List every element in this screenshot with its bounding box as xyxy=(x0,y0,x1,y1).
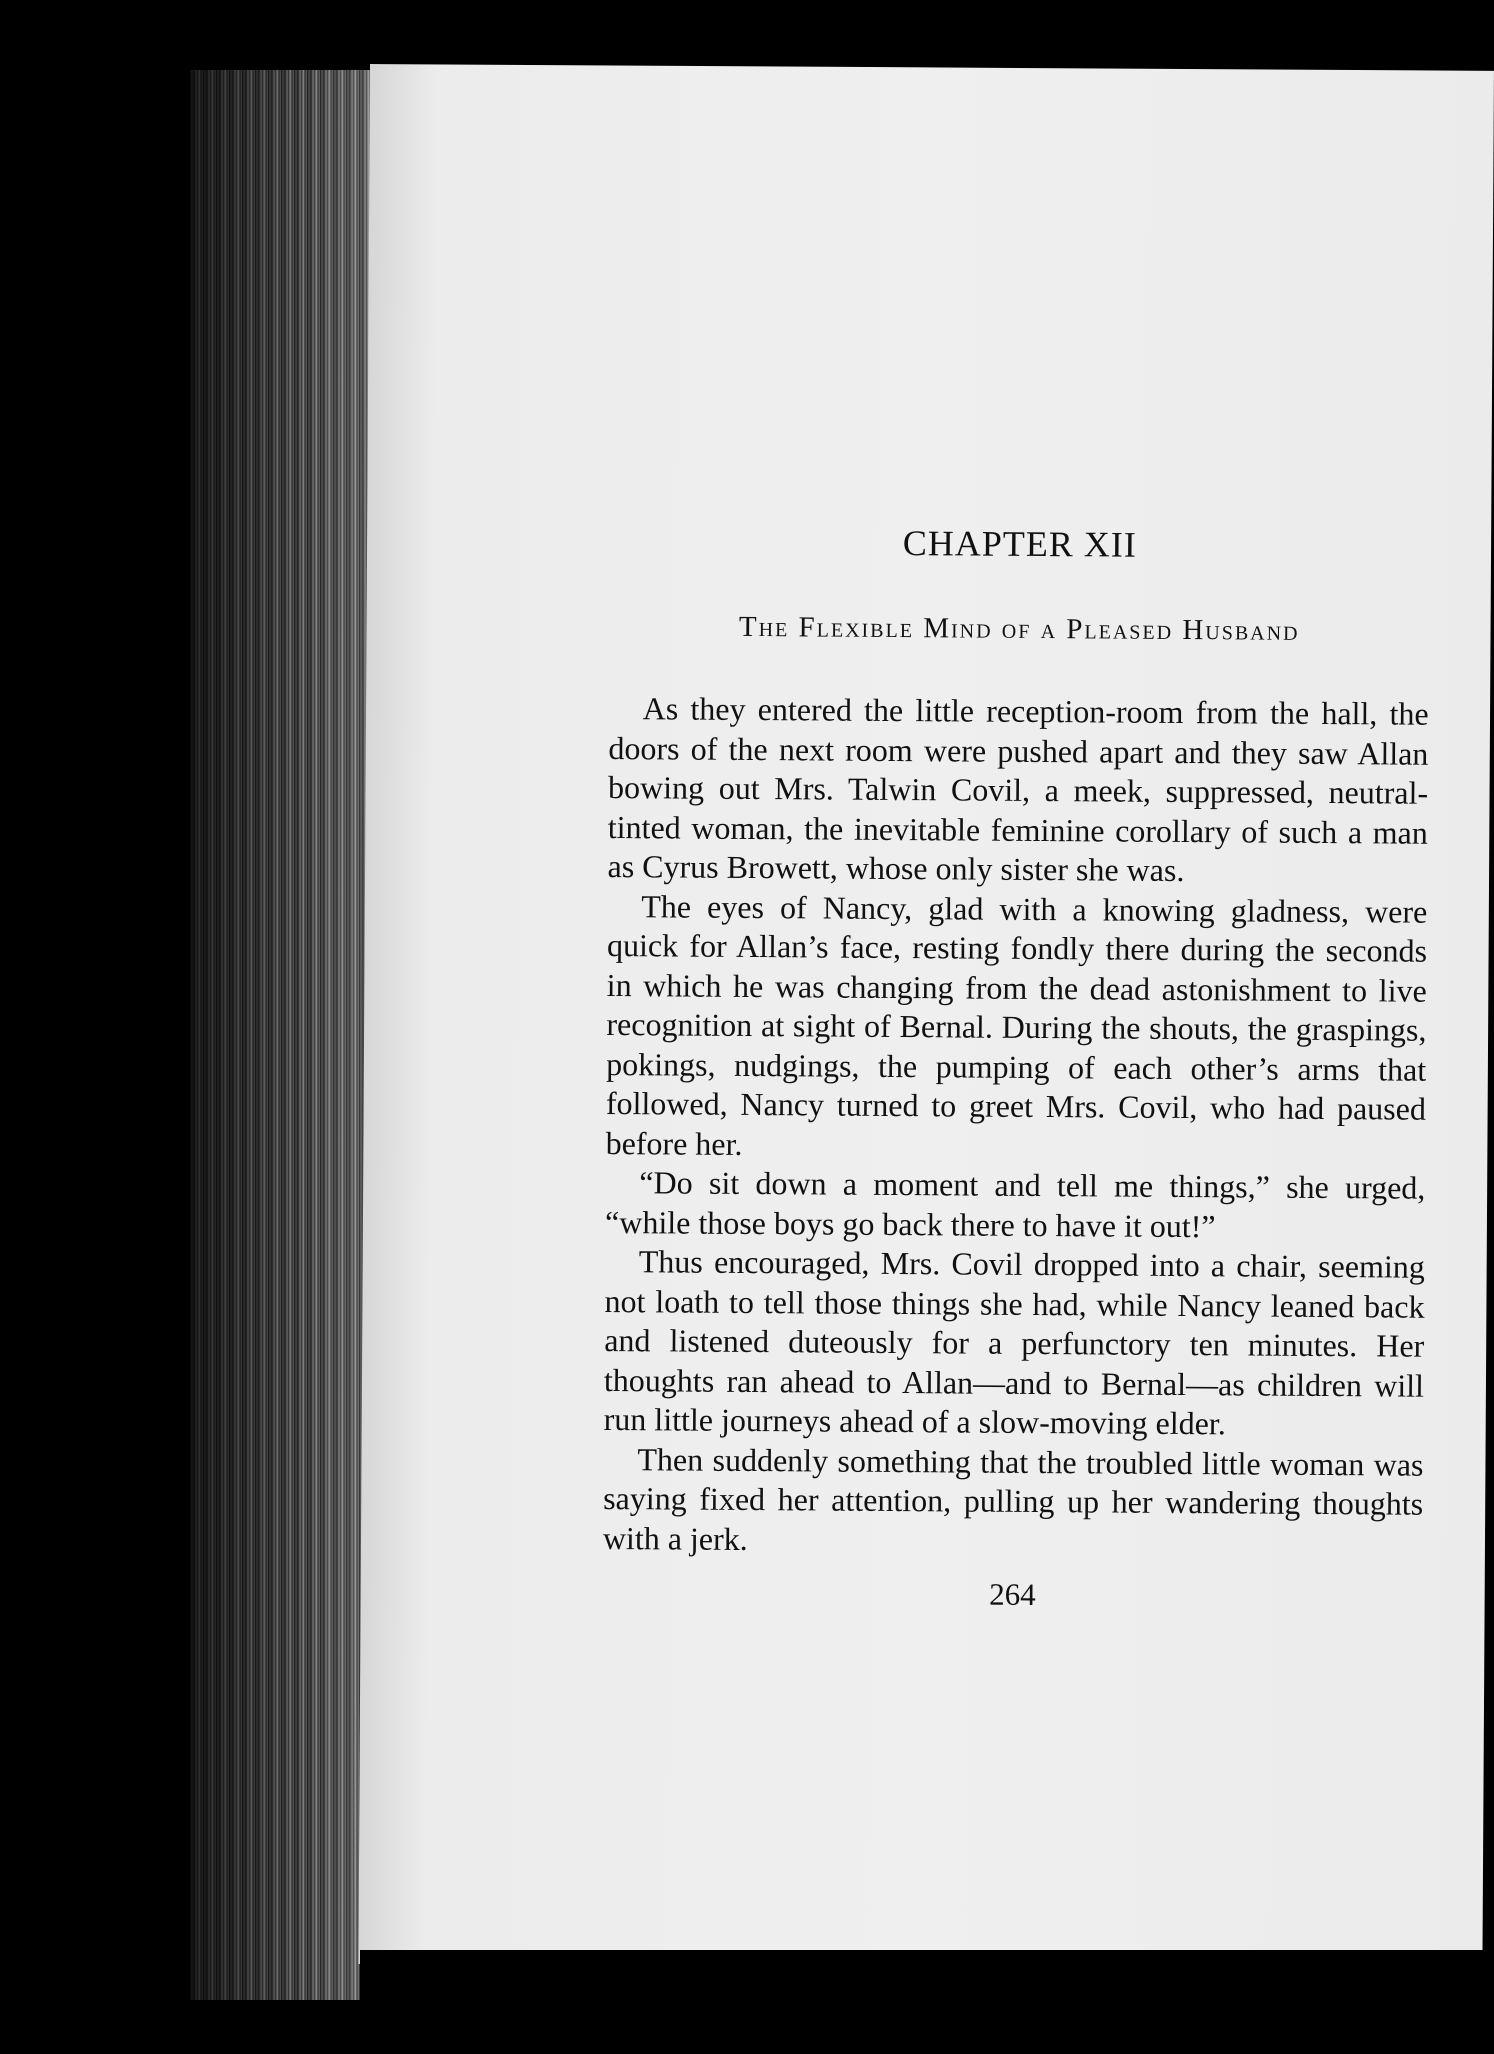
paragraph: Thus encouraged, Mrs. Covil dropped into a chair, seeming not loath to tell those things she had, while Nancy leaned back and listened duteously for a perfunctory ten minutes. Her thoughts ran ahead to Allan—and to Bernal—as children will run little journeys ahead of a slow-moving elder. xyxy=(603,1243,1425,1442)
paragraph: As they entered the little reception-room from the hall, the doors of the next room were pushed apart and they saw Allan bowing out Mrs. Talwin Covil, a meek, suppressed, neutral-tinted woman, the inevitable feminine corollary of such a man as Cyrus Browett, whose only sister she was. xyxy=(607,690,1429,889)
paragraph: “Do sit down a moment and tell me things,” she urged, “while those boys go back there to have it out!” xyxy=(604,1164,1426,1244)
paragraph: Then suddenly something that the troubled little woman was saying fixed her attention, pulling up her wandering thoughts with a jerk. xyxy=(602,1440,1424,1557)
paragraph: The eyes of Nancy, glad with a knowing gladness, were quick for Allan’s face, resting fondly there during the seconds in which he was changing from the dead astonishment to live recognition at sight of Bernal. During the shouts, the graspings, pokings, nudgings, the pumping of each other’s arms that followed, Nancy turned to greet Mrs. Covil, who had paused before her. xyxy=(605,887,1428,1162)
page-bottom-shadow xyxy=(360,1950,1494,2054)
chapter-title: The Flexible Mind of a Pleased Husband xyxy=(738,610,1300,647)
chapter-heading: CHAPTER XII xyxy=(902,523,1137,565)
text-block xyxy=(602,520,1430,1616)
page-number: 264 xyxy=(989,1576,1036,1612)
